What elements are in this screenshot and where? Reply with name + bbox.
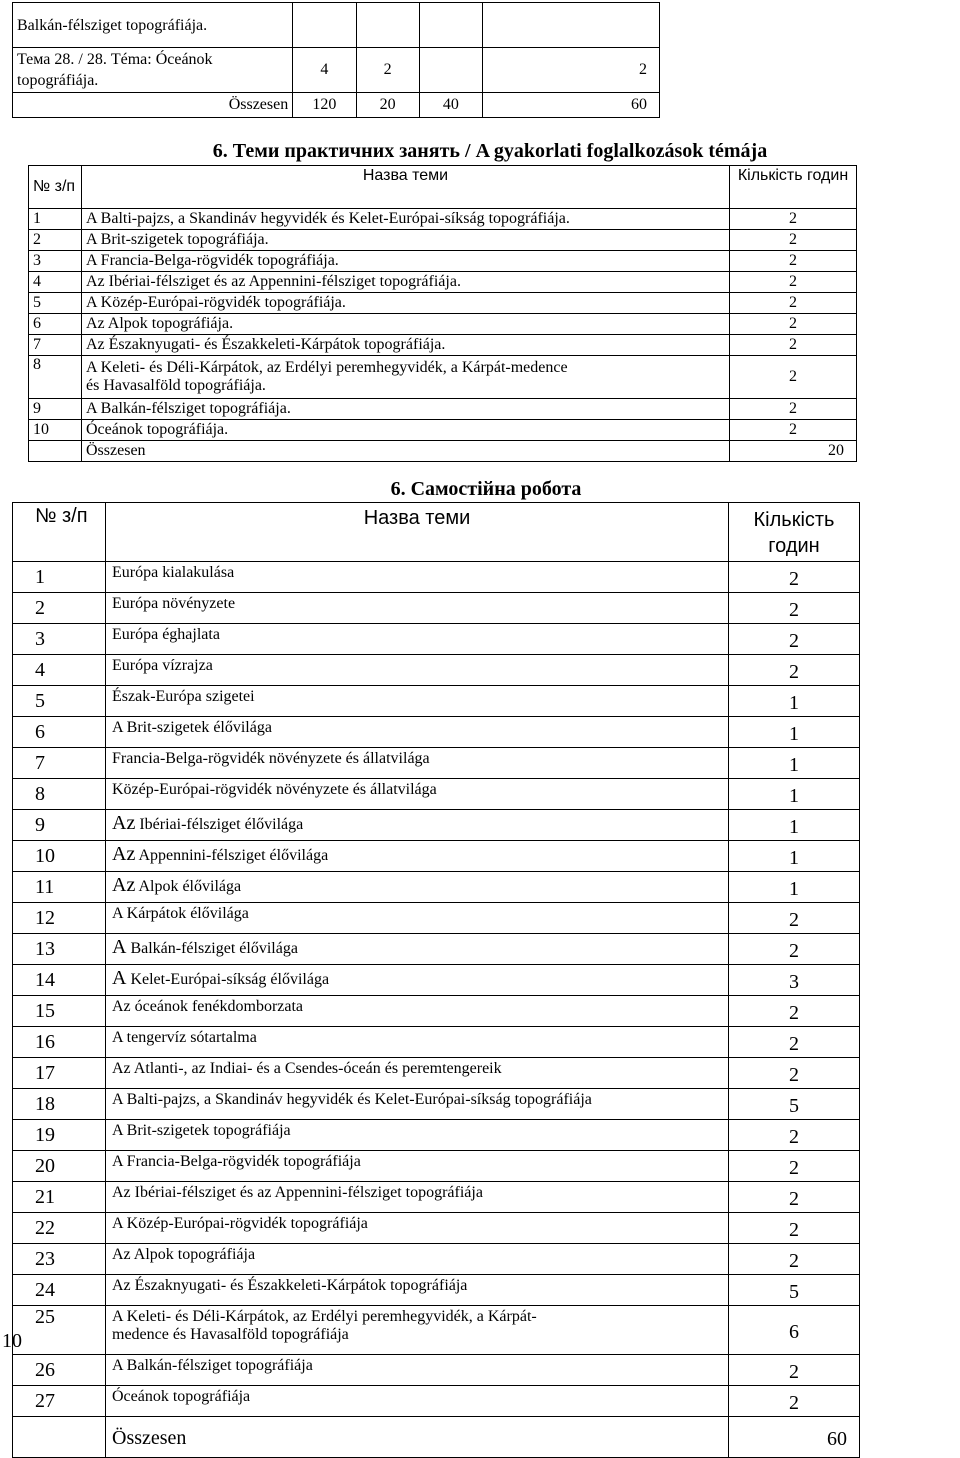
row-hours: 2	[730, 209, 857, 230]
self-study-table	[12, 502, 860, 1458]
total-label: Összesen	[13, 93, 293, 118]
row-no: 15	[13, 996, 106, 1027]
previous-table-fragment	[12, 2, 660, 118]
table-row	[13, 1151, 860, 1182]
total-cell: 40	[419, 93, 482, 118]
row-name: Az Északnyugati- és Északkeleti-Kárpátok topográfiája.	[82, 335, 730, 356]
table-row	[13, 593, 860, 624]
row-name: Az Ibériai-félsziget és az Appennini-félsziget topográfiája	[106, 1182, 729, 1213]
table-row	[13, 655, 860, 686]
table-row	[13, 841, 860, 872]
cell	[419, 48, 482, 93]
table-row	[13, 686, 860, 717]
row-hours: 2	[730, 420, 857, 441]
table-row	[13, 1213, 860, 1244]
cell: 2	[483, 48, 660, 93]
header-hours: Кількість годин	[730, 166, 857, 209]
row-name: Az Északnyugati- és Északkeleti-Kárpátok topográfiája	[106, 1275, 729, 1306]
row-no: 2	[13, 593, 106, 624]
row-name: A Brit-szigetek topográfiája	[106, 1120, 729, 1151]
row-name-text: Appennini-félsziget élővilága	[138, 847, 329, 864]
row-name	[106, 841, 729, 872]
row-hours: 5	[729, 1275, 860, 1306]
header-hours: Кількість годин	[729, 503, 860, 562]
row-no: 5	[13, 686, 106, 717]
row-no: 23	[13, 1244, 106, 1275]
row-no: 13	[13, 934, 106, 965]
row-no: 10	[29, 420, 82, 441]
row-hours: 1	[729, 872, 860, 903]
total-hours: 60	[729, 1417, 860, 1458]
self-study-heading: 6. Самостійна робота	[390, 478, 582, 500]
row-no: 7	[29, 335, 82, 356]
table-row	[13, 1355, 860, 1386]
table-row	[13, 872, 860, 903]
table-row	[13, 1089, 860, 1120]
row-no: 12	[13, 903, 106, 934]
row-name	[106, 965, 729, 996]
row-no: 25	[13, 1306, 106, 1355]
row-hours: 2	[730, 293, 857, 314]
row-hours: 2	[729, 1386, 860, 1417]
table-row	[13, 1182, 860, 1213]
table-row	[13, 1244, 860, 1275]
row-hours: 2	[730, 356, 857, 399]
total-cell: 20	[356, 93, 419, 118]
table-row	[13, 965, 860, 996]
row-no: 21	[13, 1182, 106, 1213]
row-name: A Balkán-félsziget topográfiája.	[82, 399, 730, 420]
row-name: Az Alpok topográfiája	[106, 1244, 729, 1275]
row-no: 10	[13, 841, 106, 872]
row-name-text: Kelet-Európai-síkság élővilága	[130, 971, 330, 988]
total-cell: 120	[293, 93, 356, 118]
row-no: 1	[13, 562, 106, 593]
row-no: 7	[13, 748, 106, 779]
table-row	[13, 934, 860, 965]
row-no: 11	[13, 872, 106, 903]
table-row	[13, 1386, 860, 1417]
row-no: 8	[29, 356, 82, 399]
row-hours: 2	[729, 1244, 860, 1275]
table-row	[29, 251, 857, 272]
row-hours: 1	[729, 686, 860, 717]
row-no: 20	[13, 1151, 106, 1182]
topic-name: Balkán-félsziget topográfiája.	[13, 3, 293, 48]
row-hours: 5	[729, 1089, 860, 1120]
row-name: Az óceánok fenékdomborzata	[106, 996, 729, 1027]
practical-heading: 6. Теми практичних занять / A gyakorlati foglalkozások témája	[212, 140, 768, 162]
table-row	[13, 1306, 860, 1355]
row-no: 22	[13, 1213, 106, 1244]
row-no: 19	[13, 1120, 106, 1151]
row-name: Az Ibériai-félsziget és az Appennini-félsziget topográfiája.	[82, 272, 730, 293]
table-row	[13, 1027, 860, 1058]
row-name: Óceánok topográfiája	[106, 1386, 729, 1417]
row-name-text: Ibériai-félsziget élővilága	[139, 816, 304, 833]
row-hours: 2	[729, 1027, 860, 1058]
table-row	[29, 314, 857, 335]
row-hours: 2	[730, 230, 857, 251]
row-no: 5	[29, 293, 82, 314]
table-row	[29, 230, 857, 251]
row-no: 3	[29, 251, 82, 272]
row-name: A Közép-Európai-rögvidék topográfiája	[106, 1213, 729, 1244]
total-row	[13, 1417, 860, 1458]
row-name: A Francia-Belga-rögvidék topográfiája	[106, 1151, 729, 1182]
row-no: 9	[13, 810, 106, 841]
row-hours: 2	[729, 934, 860, 965]
header-name: Назва теми	[82, 166, 730, 209]
row-name-prefix: Az	[112, 843, 136, 865]
row-name	[106, 810, 729, 841]
row-name: A Balti-pajzs, a Skandináv hegyvidék és Kelet-Európai-síkság topográfiája.	[82, 209, 730, 230]
table-row	[13, 903, 860, 934]
row-hours: 2	[730, 314, 857, 335]
cell: 2	[356, 48, 419, 93]
row-hours: 3	[729, 965, 860, 996]
table-header-row	[29, 166, 857, 209]
table-row	[13, 1120, 860, 1151]
row-name: A Brit-szigetek élővilága	[106, 717, 729, 748]
row-hours: 2	[729, 593, 860, 624]
row-name: Az Atlanti-, az Indiai- és a Csendes-óceán és peremtengereik	[106, 1058, 729, 1089]
row-name: A Keleti- és Déli-Kárpátok, az Erdélyi peremhegyvidék, a Kárpát-medence és Havasalföld topográfiája.	[82, 356, 730, 399]
table-row	[13, 748, 860, 779]
empty-cell	[13, 1417, 106, 1458]
row-hours: 2	[729, 1182, 860, 1213]
cell: 4	[293, 48, 356, 93]
row-hours: 1	[729, 779, 860, 810]
header-no: № з/п	[29, 166, 82, 209]
cell	[483, 3, 660, 48]
row-name: Óceánok topográfiája.	[82, 420, 730, 441]
row-hours: 2	[730, 335, 857, 356]
row-hours: 2	[729, 624, 860, 655]
row-name: Közép-Európai-rögvidék növényzete és állatvilága	[106, 779, 729, 810]
row-no: 6	[29, 314, 82, 335]
row-name: A tengervíz sótartalma	[106, 1027, 729, 1058]
row-hours: 2	[729, 1058, 860, 1089]
table-row	[13, 717, 860, 748]
table-row	[29, 399, 857, 420]
row-name-prefix: A	[112, 936, 127, 958]
row-no: 9	[29, 399, 82, 420]
row-hours: 6	[729, 1306, 860, 1355]
table-row	[13, 624, 860, 655]
row-name	[106, 934, 729, 965]
total-label: Összesen	[106, 1417, 729, 1458]
cell	[293, 3, 356, 48]
row-name: A Közép-Európai-rögvidék topográfiája.	[82, 293, 730, 314]
row-no: 18	[13, 1089, 106, 1120]
row-name: A Balti-pajzs, a Skandináv hegyvidék és Kelet-Európai-síkság topográfiája	[106, 1089, 729, 1120]
table-row	[13, 562, 860, 593]
table-row	[29, 272, 857, 293]
row-hours: 2	[729, 655, 860, 686]
table-row	[13, 779, 860, 810]
empty-cell	[29, 441, 82, 462]
table-row	[29, 420, 857, 441]
row-hours: 2	[729, 903, 860, 934]
row-name-text: Balkán-félsziget élővilága	[130, 940, 298, 957]
row-name-text: Alpok élővilága	[138, 878, 242, 895]
row-hours: 2	[730, 399, 857, 420]
row-name	[106, 872, 729, 903]
row-no: 4	[13, 655, 106, 686]
row-name: Észak-Európa szigetei	[106, 686, 729, 717]
row-hours: 2	[730, 272, 857, 293]
table-row	[29, 293, 857, 314]
table-row	[13, 996, 860, 1027]
row-hours: 2	[730, 251, 857, 272]
table-row	[13, 1058, 860, 1089]
row-name: Az Alpok topográfiája.	[82, 314, 730, 335]
row-name: A Keleti- és Déli-Kárpátok, az Erdélyi peremhegyvidék, a Kárpát-medence és Havasalföld topográfiája	[106, 1306, 729, 1355]
row-no: 27	[13, 1386, 106, 1417]
table-header-row	[13, 503, 860, 562]
row-name: A Francia-Belga-rögvidék topográfiája.	[82, 251, 730, 272]
row-name: Európa kialakulása	[106, 562, 729, 593]
row-hours: 1	[729, 810, 860, 841]
header-no: № з/п	[13, 503, 106, 562]
table-row	[13, 3, 660, 48]
row-no: 6	[13, 717, 106, 748]
row-name: Európa vízrajza	[106, 655, 729, 686]
page-number: 10	[2, 1330, 22, 1352]
table-row	[29, 335, 857, 356]
header-name: Назва теми	[106, 503, 729, 562]
cell	[356, 3, 419, 48]
table-row	[13, 1275, 860, 1306]
table-row	[29, 209, 857, 230]
row-hours: 2	[729, 1213, 860, 1244]
row-no: 2	[29, 230, 82, 251]
total-label: Összesen	[82, 441, 730, 462]
row-hours: 1	[729, 841, 860, 872]
table-row	[13, 810, 860, 841]
row-hours: 2	[729, 1120, 860, 1151]
total-row	[29, 441, 857, 462]
row-name: Európa éghajlata	[106, 624, 729, 655]
row-name: Európa növényzete	[106, 593, 729, 624]
row-no: 4	[29, 272, 82, 293]
row-no: 3	[13, 624, 106, 655]
table-row	[13, 48, 660, 93]
topic-name: Тема 28. / 28. Téma: Óceánok topográfiája.	[13, 48, 293, 93]
row-hours: 2	[729, 562, 860, 593]
row-name: A Brit-szigetek topográfiája.	[82, 230, 730, 251]
row-name-prefix: A	[112, 967, 127, 989]
row-hours: 2	[729, 1355, 860, 1386]
practical-table	[28, 165, 857, 462]
row-no: 16	[13, 1027, 106, 1058]
row-name-prefix: Az	[112, 812, 136, 834]
row-hours: 2	[729, 1151, 860, 1182]
cell	[419, 3, 482, 48]
row-hours: 1	[729, 717, 860, 748]
row-name: A Balkán-félsziget topográfiája	[106, 1355, 729, 1386]
row-name: A Kárpátok élővilága	[106, 903, 729, 934]
total-row	[13, 93, 660, 118]
row-no: 8	[13, 779, 106, 810]
row-no: 17	[13, 1058, 106, 1089]
row-no: 26	[13, 1355, 106, 1386]
table-row	[29, 356, 857, 399]
total-cell: 60	[483, 93, 660, 118]
total-hours: 20	[730, 441, 857, 462]
row-no: 14	[13, 965, 106, 996]
row-hours: 2	[729, 996, 860, 1027]
row-no: 1	[29, 209, 82, 230]
row-name-prefix: Az	[112, 874, 136, 896]
row-name: Francia-Belga-rögvidék növényzete és állatvilága	[106, 748, 729, 779]
row-hours: 1	[729, 748, 860, 779]
row-no: 24	[13, 1275, 106, 1306]
